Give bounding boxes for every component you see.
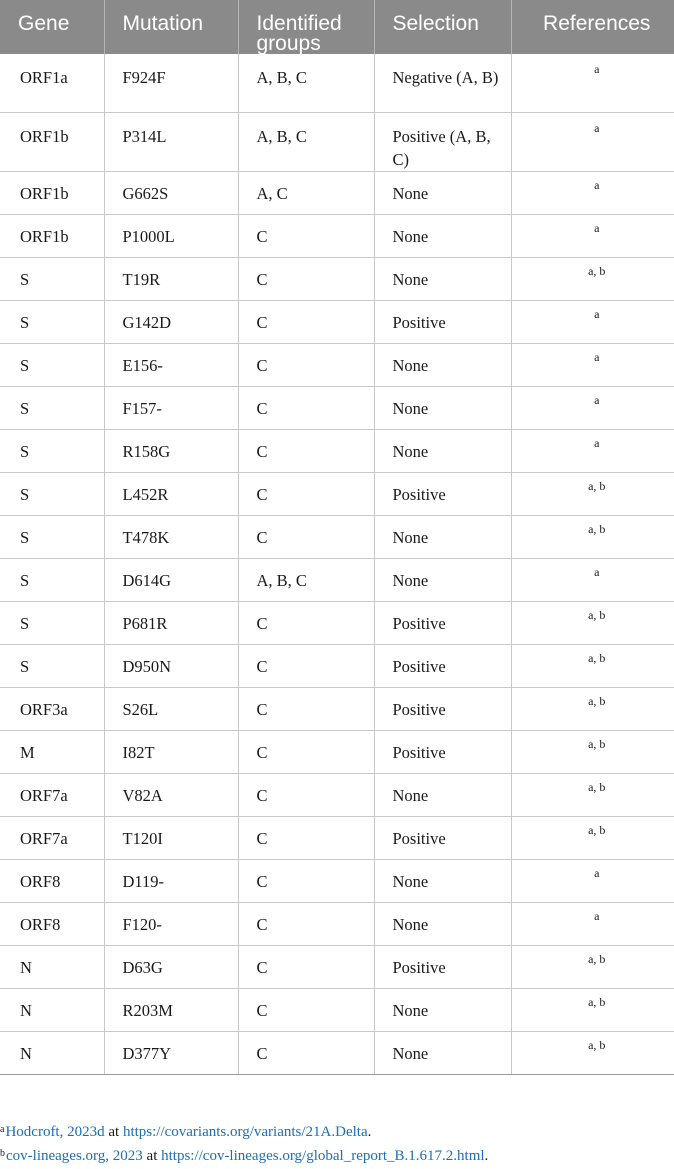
table-row (0, 429, 674, 472)
cell-selection: None (374, 429, 511, 472)
cell-identified-groups: C (238, 816, 374, 859)
cell-mutation: P314L (104, 112, 238, 171)
cell-mutation: L452R (104, 472, 238, 515)
cell-selection: None (374, 515, 511, 558)
cell-selection: None (374, 902, 511, 945)
cell-identified-groups: C (238, 773, 374, 816)
cell-selection: Positive (374, 601, 511, 644)
cell-identified-groups: C (238, 1031, 374, 1074)
cell-gene: ORF1b (0, 171, 104, 214)
cell-gene: N (0, 1031, 104, 1074)
cell-identified-groups: C (238, 988, 374, 1031)
table-row (0, 472, 674, 515)
footnote-mark: a (0, 1124, 5, 1135)
table-row (0, 859, 674, 902)
cell-references: a, b (511, 515, 674, 558)
cell-selection: None (374, 214, 511, 257)
cell-mutation: F120- (104, 902, 238, 945)
cell-selection: Negative (A, B) (374, 54, 511, 112)
cell-identified-groups: C (238, 902, 374, 945)
footnote-b (0, 1147, 674, 1165)
cell-references: a (511, 171, 674, 214)
cell-identified-groups: C (238, 257, 374, 300)
footnote-url-link[interactable]: https://cov-lineages.org/global_report_B.1.617.2.html (161, 1148, 485, 1164)
cell-gene: ORF7a (0, 816, 104, 859)
footnote-source-link[interactable]: cov-lineages.org, 2023 (6, 1148, 143, 1164)
cell-mutation: P1000L (104, 214, 238, 257)
cell-references: a (511, 386, 674, 429)
cell-selection: None (374, 257, 511, 300)
cell-identified-groups: C (238, 515, 374, 558)
cell-identified-groups: C (238, 945, 374, 988)
cell-selection: Positive (374, 300, 511, 343)
cell-identified-groups: C (238, 730, 374, 773)
col-header-mutation: Mutation (104, 0, 238, 54)
col-header-selection: Selection (374, 0, 511, 54)
cell-gene: S (0, 429, 104, 472)
cell-identified-groups: C (238, 386, 374, 429)
cell-selection: Positive (374, 945, 511, 988)
footnote-source-link[interactable]: Hodcroft, 2023d (5, 1124, 105, 1140)
cell-references: a (511, 859, 674, 902)
cell-identified-groups: A, B, C (238, 112, 374, 171)
footnote-connector: at (104, 1124, 123, 1140)
cell-identified-groups: A, C (238, 171, 374, 214)
table-row (0, 214, 674, 257)
cell-gene: S (0, 515, 104, 558)
cell-mutation: D119- (104, 859, 238, 902)
cell-gene: N (0, 988, 104, 1031)
cell-mutation: T120I (104, 816, 238, 859)
cell-mutation: D950N (104, 644, 238, 687)
table-row (0, 730, 674, 773)
cell-references: a (511, 558, 674, 601)
cell-identified-groups: C (238, 472, 374, 515)
table-row (0, 816, 674, 859)
cell-identified-groups: C (238, 214, 374, 257)
col-header-references: References (511, 0, 674, 54)
cell-gene: S (0, 343, 104, 386)
cell-references: a (511, 54, 674, 112)
cell-selection: None (374, 1031, 511, 1074)
col-header-identified-groups: Identified groups (238, 0, 374, 54)
cell-mutation: T478K (104, 515, 238, 558)
cell-gene: ORF8 (0, 902, 104, 945)
table-row (0, 601, 674, 644)
cell-identified-groups: C (238, 300, 374, 343)
cell-references: a, b (511, 472, 674, 515)
cell-selection: Positive (374, 472, 511, 515)
table-row (0, 386, 674, 429)
cell-gene: ORF3a (0, 687, 104, 730)
cell-mutation: V82A (104, 773, 238, 816)
cell-selection: None (374, 988, 511, 1031)
table-row (0, 343, 674, 386)
cell-identified-groups: C (238, 601, 374, 644)
footnote-a (0, 1123, 674, 1141)
cell-references: a, b (511, 816, 674, 859)
cell-selection: None (374, 386, 511, 429)
cell-gene: ORF1a (0, 54, 104, 112)
cell-references: a (511, 343, 674, 386)
cell-selection: Positive (374, 816, 511, 859)
cell-gene: S (0, 558, 104, 601)
cell-mutation: D614G (104, 558, 238, 601)
cell-references: a (511, 902, 674, 945)
cell-mutation: F924F (104, 54, 238, 112)
table-row (0, 1031, 674, 1074)
table-row (0, 687, 674, 730)
cell-selection: None (374, 773, 511, 816)
cell-references: a (511, 214, 674, 257)
cell-gene: S (0, 386, 104, 429)
cell-selection: Positive (374, 687, 511, 730)
cell-mutation: D377Y (104, 1031, 238, 1074)
cell-mutation: S26L (104, 687, 238, 730)
cell-references: a, b (511, 773, 674, 816)
cell-references: a, b (511, 601, 674, 644)
cell-mutation: G662S (104, 171, 238, 214)
table-row (0, 902, 674, 945)
table-row (0, 171, 674, 214)
cell-identified-groups: C (238, 429, 374, 472)
cell-references: a, b (511, 1031, 674, 1074)
cell-references: a (511, 429, 674, 472)
cell-gene: S (0, 300, 104, 343)
table-row (0, 988, 674, 1031)
table-row (0, 644, 674, 687)
cell-identified-groups: C (238, 644, 374, 687)
cell-gene: N (0, 945, 104, 988)
cell-gene: M (0, 730, 104, 773)
cell-mutation: R203M (104, 988, 238, 1031)
cell-gene: S (0, 472, 104, 515)
cell-references: a, b (511, 730, 674, 773)
cell-gene: S (0, 644, 104, 687)
cell-selection: Positive (374, 730, 511, 773)
cell-identified-groups: A, B, C (238, 54, 374, 112)
table-row (0, 515, 674, 558)
cell-references: a, b (511, 687, 674, 730)
cell-gene: ORF1b (0, 112, 104, 171)
cell-selection: None (374, 859, 511, 902)
cell-mutation: D63G (104, 945, 238, 988)
cell-gene: S (0, 257, 104, 300)
table-row (0, 773, 674, 816)
footnote-mark: b (0, 1148, 5, 1159)
cell-references: a (511, 300, 674, 343)
cell-mutation: I82T (104, 730, 238, 773)
header-row (0, 0, 674, 54)
footnote-url-link[interactable]: https://covariants.org/variants/21A.Delta (122, 1124, 368, 1140)
cell-mutation: E156- (104, 343, 238, 386)
cell-identified-groups: C (238, 687, 374, 730)
cell-references: a (511, 112, 674, 171)
table-row (0, 300, 674, 343)
cell-references: a, b (511, 988, 674, 1031)
cell-references: a, b (511, 945, 674, 988)
cell-gene: ORF1b (0, 214, 104, 257)
cell-selection: None (374, 171, 511, 214)
cell-identified-groups: C (238, 859, 374, 902)
cell-mutation: T19R (104, 257, 238, 300)
table-row (0, 558, 674, 601)
cell-gene: ORF8 (0, 859, 104, 902)
cell-mutation: G142D (104, 300, 238, 343)
cell-mutation: P681R (104, 601, 238, 644)
cell-selection: None (374, 343, 511, 386)
cell-identified-groups: A, B, C (238, 558, 374, 601)
cell-mutation: F157- (104, 386, 238, 429)
cell-gene: S (0, 601, 104, 644)
table-row (0, 112, 674, 171)
cell-gene: ORF7a (0, 773, 104, 816)
cell-mutation: R158G (104, 429, 238, 472)
cell-references: a, b (511, 257, 674, 300)
cell-identified-groups: C (238, 343, 374, 386)
col-header-gene: Gene (18, 12, 70, 35)
footnote-end: . (484, 1148, 489, 1164)
table-row (0, 257, 674, 300)
cell-selection: None (374, 558, 511, 601)
cell-references: a, b (511, 644, 674, 687)
footnote-end: . (367, 1124, 372, 1140)
cell-selection: Positive (374, 644, 511, 687)
table-row (0, 945, 674, 988)
table-row (0, 54, 674, 112)
footnote-connector: at (142, 1148, 162, 1164)
cell-selection: Positive (A, B, C) (374, 112, 511, 171)
